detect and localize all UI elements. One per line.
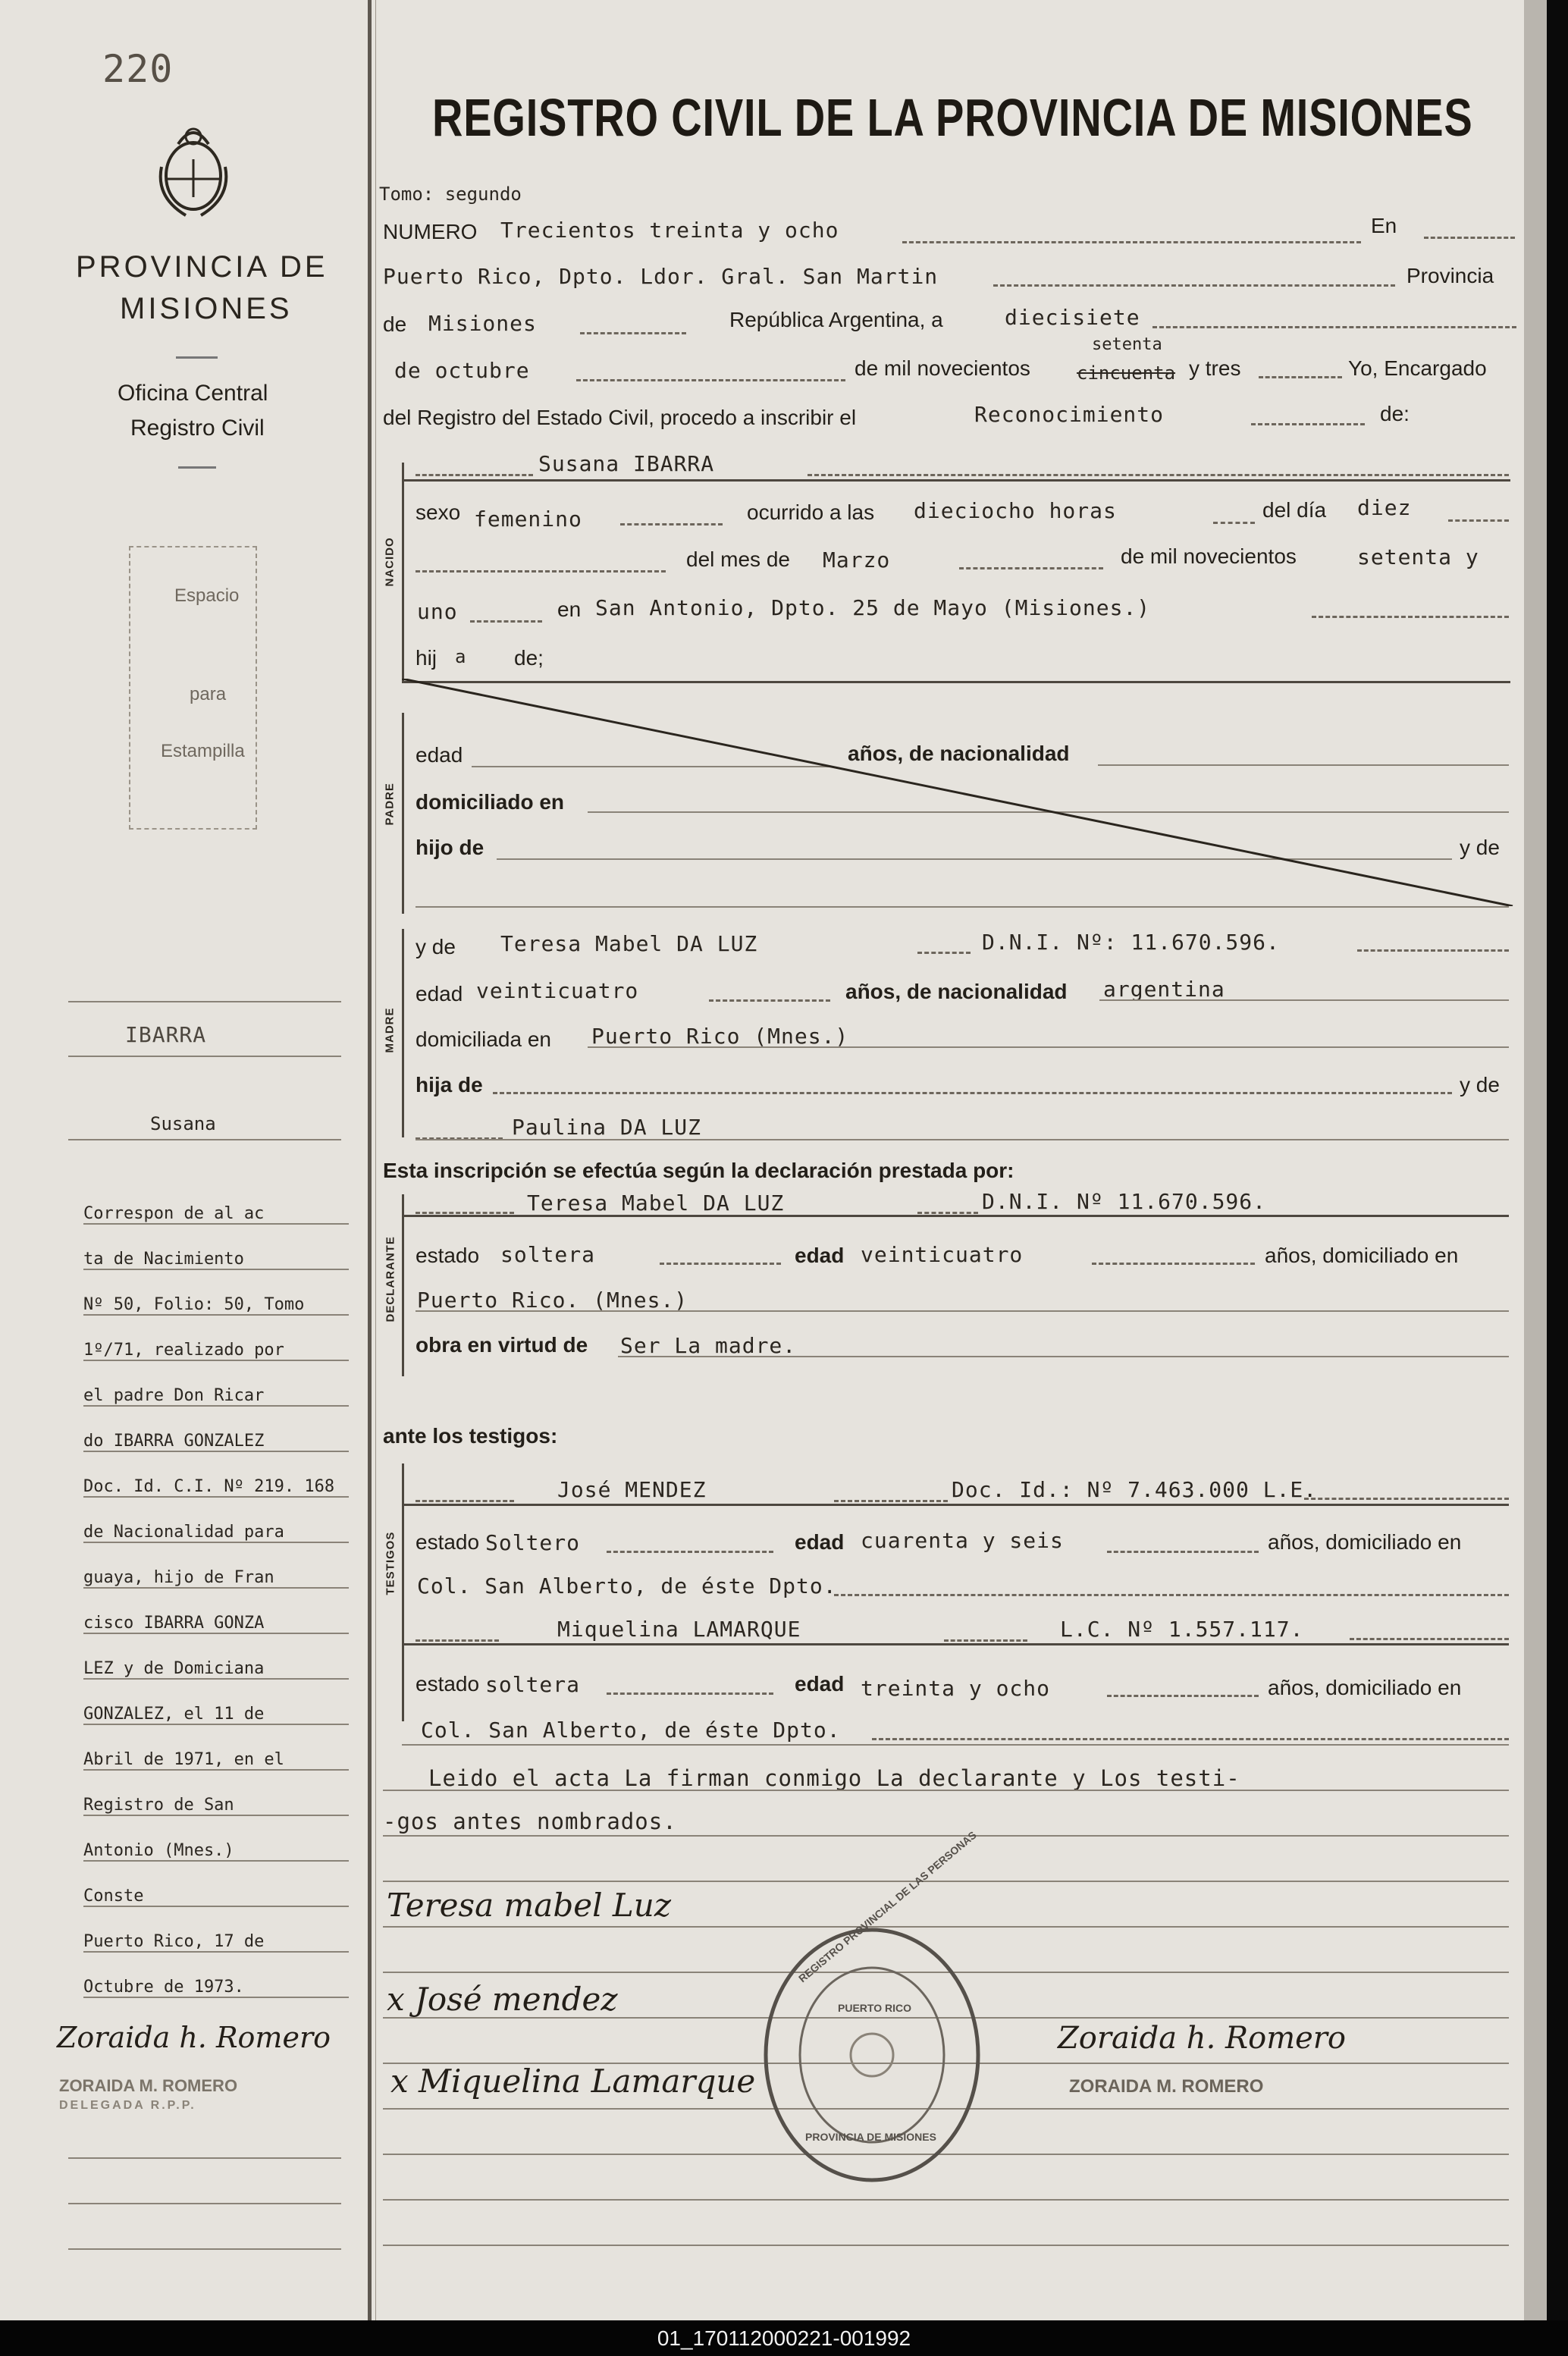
margin-signature: Zoraida h. Romero bbox=[57, 2021, 331, 2054]
testigo1-doc: Doc. Id.: Nº 7.463.000 L.E. bbox=[952, 1477, 1318, 1502]
nac-year-value: setenta y bbox=[1357, 544, 1479, 569]
testigo2-estado: soltera bbox=[485, 1672, 581, 1697]
ocurrido-label: ocurrido a las bbox=[747, 500, 875, 524]
section-bar bbox=[402, 929, 404, 1137]
margin-stamp: ZORAIDA M. ROMERO bbox=[59, 2076, 238, 2095]
month-value: de octubre bbox=[394, 358, 530, 383]
testigo1-edad: cuarenta y seis bbox=[861, 1528, 1064, 1553]
nac-year-value2: uno bbox=[417, 599, 458, 624]
fill-line bbox=[416, 570, 666, 573]
dia-value: diez bbox=[1357, 495, 1412, 520]
madre-edad-label: edad bbox=[416, 982, 463, 1005]
margin-note-line: Nº 50, Folio: 50, Tomo bbox=[83, 1295, 349, 1316]
fill-line bbox=[917, 1212, 978, 1214]
margin-note-line: GONZALEZ, el 11 de bbox=[83, 1705, 349, 1725]
fill-line bbox=[1251, 423, 1365, 425]
fill-line bbox=[1357, 949, 1509, 952]
fill-line bbox=[1259, 376, 1342, 378]
madre-nacionalidad-label: años, de nacionalidad bbox=[845, 980, 1068, 1003]
seal-bottom-text: PROVINCIA DE MISIONES bbox=[805, 2131, 936, 2143]
fill-line bbox=[1107, 1551, 1259, 1553]
testigo2-name: Miquelina LAMARQUE bbox=[557, 1617, 801, 1642]
madre-edad-value: veinticuatro bbox=[476, 978, 639, 1003]
fill-line bbox=[470, 620, 542, 623]
stamp-text-2: para bbox=[190, 684, 227, 704]
margin-given: Susana bbox=[150, 1113, 216, 1134]
margin-rule bbox=[68, 2248, 341, 2250]
margin-rule bbox=[68, 1139, 341, 1140]
binding-edge bbox=[1524, 0, 1547, 2320]
tomo-note: Tomo: segundo bbox=[379, 184, 522, 205]
fill-line bbox=[607, 1551, 773, 1553]
nac-lugar: San Antonio, Dpto. 25 de Mayo (Misiones.) bbox=[595, 595, 1151, 620]
closing-line1: Leido el acta La firman conmigo La declarante y Los testi- bbox=[428, 1765, 1240, 1791]
hija-label: hij bbox=[416, 646, 437, 670]
year-struck: cincuenta bbox=[1077, 362, 1176, 384]
margin-stamp2: DELEGADA R.P.P. bbox=[59, 2099, 196, 2112]
padre-edad-label: edad bbox=[416, 743, 463, 767]
office-line1: Oficina Central bbox=[118, 381, 268, 406]
fill-line bbox=[607, 1692, 773, 1695]
left-title-line1: PROVINCIA DE bbox=[76, 250, 328, 284]
year-insert: setenta bbox=[1092, 335, 1162, 354]
de2-label: de: bbox=[1380, 402, 1410, 425]
fill-line bbox=[618, 1356, 1509, 1357]
section-bar bbox=[402, 1194, 404, 1376]
fill-line bbox=[917, 952, 971, 954]
section-rule bbox=[402, 479, 1510, 482]
testigo1-estado: Soltero bbox=[485, 1530, 581, 1555]
fill-line bbox=[834, 1594, 1509, 1596]
margin-note-line: 1º/71, realizado por bbox=[83, 1341, 349, 1361]
margin-note-line: guaya, hijo de Fran bbox=[83, 1568, 349, 1589]
testigo2-dom: Col. San Alberto, de éste Dpto. bbox=[421, 1718, 841, 1743]
left-divider bbox=[176, 356, 218, 359]
official-seal bbox=[758, 1828, 986, 2188]
testigos-label: TESTIGOS bbox=[384, 1531, 397, 1595]
madre-hija-label: hija de bbox=[416, 1073, 483, 1096]
declarante-name: Teresa Mabel DA LUZ bbox=[527, 1191, 785, 1216]
fill-line bbox=[1312, 616, 1509, 618]
seal-inner-text: PUERTO RICO bbox=[838, 2002, 911, 2014]
margin-note-line: ta de Nacimiento bbox=[83, 1250, 349, 1270]
margin-note-line: Abril de 1971, en el bbox=[83, 1750, 349, 1771]
madre-yde-label: y de bbox=[416, 935, 456, 958]
fill-line bbox=[1350, 1638, 1509, 1640]
stamp-text-3: Estampilla bbox=[161, 741, 245, 761]
margin-rule bbox=[68, 1056, 341, 1057]
declarante-estado-value: soltera bbox=[500, 1242, 596, 1267]
mes-value: Marzo bbox=[823, 547, 891, 573]
stamp-space-box bbox=[129, 546, 257, 830]
margin-note-line: LEZ y de Domiciana bbox=[83, 1659, 349, 1680]
fill-line bbox=[1424, 237, 1515, 239]
hija-suffix: a bbox=[455, 646, 466, 667]
en-label: En bbox=[1371, 214, 1397, 237]
margin-divider-thin bbox=[375, 0, 376, 2320]
fill-line bbox=[1107, 1695, 1259, 1697]
ruled-line bbox=[383, 1881, 1509, 1882]
office-line2: Registro Civil bbox=[130, 416, 265, 441]
section-rule bbox=[402, 1643, 1509, 1645]
section-bar bbox=[402, 1463, 404, 1721]
fill-line bbox=[902, 241, 1361, 243]
nacido-name: Susana IBARRA bbox=[538, 451, 715, 476]
ruled-line bbox=[383, 1790, 1509, 1791]
dia-label: del día bbox=[1262, 498, 1327, 522]
testigos-intro: ante los testigos: bbox=[383, 1424, 558, 1448]
padre-hijo-label: hijo de bbox=[416, 836, 485, 859]
seal-rings-icon bbox=[758, 1922, 986, 2188]
testigo2-dom-label: años, domiciliado en bbox=[1268, 1676, 1462, 1699]
madre-dni: D.N.I. Nº: 11.670.596. bbox=[982, 930, 1280, 955]
seal-outer-text: REGISTRO PROVINCIAL DE LAS PERSONAS bbox=[796, 1828, 979, 1985]
left-title-line2: MISIONES bbox=[120, 292, 293, 325]
sexo-label: sexo bbox=[416, 500, 461, 524]
margin-note-line: Puerto Rico, 17 de bbox=[83, 1932, 349, 1953]
declarante-obra-value: Ser La madre. bbox=[620, 1333, 797, 1358]
margin-note-line: Octubre de 1973. bbox=[83, 1978, 349, 1998]
testigo2-edad: treinta y ocho bbox=[861, 1676, 1051, 1701]
padre-strike-line bbox=[402, 679, 1524, 906]
hora-value: dieciocho horas bbox=[914, 498, 1117, 523]
padre-nacionalidad-label: años, de nacionalidad bbox=[848, 742, 1070, 765]
acta-type: Reconocimiento bbox=[974, 402, 1165, 427]
padre-domicilio-label: domiciliado en bbox=[416, 790, 565, 814]
madre-yde2-label: y de bbox=[1460, 1073, 1500, 1096]
margin-note-line: de Nacionalidad para bbox=[83, 1523, 349, 1543]
fill-line bbox=[808, 474, 1509, 476]
republica-label: República Argentina, a bbox=[729, 308, 943, 331]
signature-declarante: Teresa mabel Luz bbox=[387, 1887, 671, 1924]
nacido-label: NACIDO bbox=[383, 537, 397, 587]
madre-domicilio-label: domiciliada en bbox=[416, 1027, 551, 1051]
coat-of-arms-icon bbox=[155, 114, 231, 220]
declarante-edad-label: edad bbox=[795, 1244, 845, 1267]
section-rule bbox=[402, 1215, 1509, 1217]
margin-rule bbox=[68, 2157, 341, 2159]
padre-label: PADRE bbox=[383, 783, 397, 826]
sexo-value: femenino bbox=[474, 507, 582, 532]
signature-testigo1: x José mendez bbox=[387, 1981, 618, 2018]
closing-line2: -gos antes nombrados. bbox=[383, 1809, 677, 1834]
page-number: 220 bbox=[102, 47, 174, 91]
encargado-stamp: ZORAIDA M. ROMERO bbox=[1069, 2076, 1264, 2097]
margin-note-line: do IBARRA GONZALEZ bbox=[83, 1432, 349, 1452]
fill-line bbox=[1092, 1263, 1255, 1265]
fill-line bbox=[416, 1212, 514, 1214]
madre-nacionalidad-value: argentina bbox=[1103, 977, 1225, 1002]
margin-divider bbox=[368, 0, 372, 2320]
signature-testigo2: x Miquelina Lamarque bbox=[390, 2063, 756, 2100]
testigo2-doc: L.C. Nº 1.557.117. bbox=[1060, 1617, 1304, 1642]
fill-line bbox=[944, 1639, 1027, 1642]
testigo2-estado-label: estado bbox=[416, 1672, 480, 1696]
ruled-line bbox=[383, 2245, 1509, 2246]
fill-line bbox=[709, 999, 830, 1002]
testigo1-edad-label: edad bbox=[795, 1530, 845, 1554]
testigo1-dom-label: años, domiciliado en bbox=[1268, 1530, 1462, 1554]
section-bar bbox=[402, 463, 404, 682]
fill-line bbox=[416, 1500, 514, 1502]
fill-line bbox=[416, 1310, 1509, 1312]
fill-line bbox=[416, 1139, 1509, 1140]
declarante-domicilio-label: años, domiciliado en bbox=[1265, 1244, 1459, 1267]
section-rule bbox=[402, 1504, 1509, 1506]
mil-label: de mil novecientos bbox=[855, 356, 1030, 380]
declarante-dni: D.N.I. Nº 11.670.596. bbox=[982, 1189, 1267, 1214]
fill-line bbox=[416, 474, 533, 476]
place-value: Puerto Rico, Dpto. Ldor. Gral. San Martin bbox=[383, 264, 939, 289]
fill-line bbox=[1152, 326, 1516, 328]
fill-line bbox=[959, 567, 1103, 569]
margin-note-line: cisco IBARRA GONZA bbox=[83, 1614, 349, 1634]
numero-label: NUMERO bbox=[383, 220, 478, 243]
day-value: diecisiete bbox=[1005, 305, 1140, 330]
margin-surname: IBARRA bbox=[125, 1022, 207, 1047]
de-label: de bbox=[383, 312, 407, 336]
numero-value: Trecientos treinta y ocho bbox=[500, 218, 839, 243]
fill-line bbox=[576, 379, 845, 381]
madre-label: MADRE bbox=[383, 1007, 397, 1053]
yo-label: Yo, Encargado bbox=[1348, 356, 1487, 380]
fill-line bbox=[1099, 999, 1509, 1001]
fill-line bbox=[993, 284, 1395, 287]
margin-note-line: Conste bbox=[83, 1887, 349, 1907]
testigo2-edad-label: edad bbox=[795, 1672, 845, 1696]
testigo1-estado-label: estado bbox=[416, 1530, 480, 1554]
fill-line bbox=[416, 1639, 499, 1642]
declarante-intro: Esta inscripción se efectúa según la declaración prestada por: bbox=[383, 1159, 1014, 1182]
provincia-label: Provincia bbox=[1406, 264, 1494, 287]
fill-line bbox=[1304, 1498, 1509, 1500]
nac-en-label: en bbox=[557, 598, 582, 621]
mes-label: del mes de bbox=[686, 547, 790, 571]
madre-name: Teresa Mabel DA LUZ bbox=[500, 931, 758, 956]
provincia-value: Misiones bbox=[428, 311, 537, 336]
margin-note-line: Registro de San bbox=[83, 1796, 349, 1816]
margin-note-line: Antonio (Mnes.) bbox=[83, 1841, 349, 1862]
year-tail: y tres bbox=[1189, 356, 1241, 380]
fill-line bbox=[620, 523, 723, 525]
declarante-edad-value: veinticuatro bbox=[861, 1242, 1024, 1267]
footer-file-id: 01_170112000221-001992 bbox=[0, 2320, 1568, 2356]
document-title: REGISTRO CIVIL DE LA PROVINCIA DE MISIONES bbox=[432, 88, 1473, 147]
margin-note-line: Doc. Id. C.I. Nº 219. 168 bbox=[83, 1477, 349, 1498]
registro-label: del Registro del Estado Civil, procedo a inscribir el bbox=[383, 406, 857, 429]
margin-note-line: el padre Don Ricar bbox=[83, 1386, 349, 1407]
declarante-label: DECLARANTE bbox=[384, 1236, 397, 1322]
ruled-line bbox=[383, 2199, 1509, 2201]
fill-line bbox=[402, 1744, 1509, 1746]
margin-rule bbox=[68, 1001, 341, 1002]
testigo1-name: José MENDEZ bbox=[557, 1477, 707, 1502]
testigo1-dom: Col. San Alberto, de éste Dpto. bbox=[417, 1573, 837, 1598]
fill-line bbox=[660, 1263, 781, 1265]
fill-line bbox=[872, 1738, 1509, 1740]
nac-mil-label: de mil novecientos bbox=[1121, 544, 1297, 568]
fill-line bbox=[588, 1046, 1509, 1048]
margin-rule bbox=[68, 2203, 341, 2204]
fill-line bbox=[1448, 519, 1509, 522]
left-divider2 bbox=[178, 466, 216, 469]
fill-line bbox=[834, 1500, 948, 1502]
hija-de-label: de; bbox=[514, 646, 544, 670]
declarante-obra-label: obra en virtud de bbox=[416, 1333, 588, 1357]
padre-yde-label: y de bbox=[1460, 836, 1500, 859]
signature-encargado: Zoraida h. Romero bbox=[1058, 2021, 1346, 2056]
declarante-estado-label: estado bbox=[416, 1244, 480, 1267]
stamp-text-1: Espacio bbox=[174, 585, 240, 606]
fill-line bbox=[493, 1092, 1452, 1094]
fill-line bbox=[580, 332, 686, 334]
fill-line bbox=[416, 906, 1509, 908]
margin-note-line: Correspon de al ac bbox=[83, 1204, 349, 1225]
ruled-line bbox=[383, 1835, 1509, 1837]
madre-madre-de: Paulina DA LUZ bbox=[512, 1115, 702, 1140]
madre-domicilio-value: Puerto Rico (Mnes.) bbox=[591, 1024, 849, 1049]
declarante-domicilio-value: Puerto Rico. (Mnes.) bbox=[417, 1288, 688, 1313]
fill-line bbox=[1213, 522, 1255, 524]
